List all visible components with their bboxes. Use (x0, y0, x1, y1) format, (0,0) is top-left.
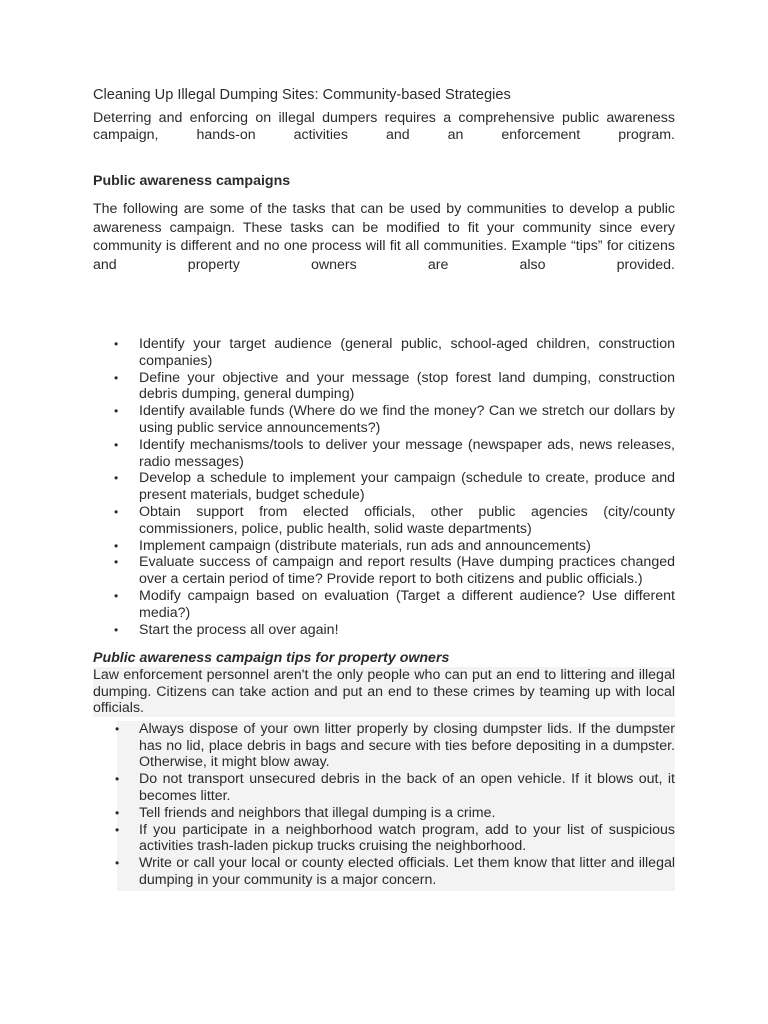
property-owner-tips-list (117, 721, 675, 891)
list-item: • Identify available funds (Where do we find the money? Can we stretch our dollars by using public service announcements?) (93, 403, 675, 437)
list-item: • Modify campaign based on evaluation (Target a different audience? Use different media?) (93, 588, 675, 622)
list-item: • Do not transport unsecured debris in the back of an open vehicle. If it blows out, it becomes litter. (117, 771, 675, 805)
section-paragraph-public-awareness: The following are some of the tasks that can be used by communities to develop a public awareness campaign. These tasks can be modified to fit your community since every community is different and no one process will fit all communities. Example “tips” for citizens and property owners are also provided. (93, 201, 675, 273)
list-item: • If you participate in a neighborhood watch program, add to your list of suspicious activities trash-laden pickup trucks cruising the neighborhood. (117, 822, 675, 856)
list-item: • Start the process all over again! (93, 622, 675, 639)
section-heading-public-awareness: Public awareness campaigns (93, 173, 291, 189)
list-item: • Obtain support from elected officials, other public agencies (city/county commissioners, police, public health, solid waste departments) (93, 504, 675, 538)
list-item: • Evaluate success of campaign and report results (Have dumping practices changed over a certain period of time? Provide report to both citizens and public officials.) (93, 554, 675, 588)
document-title: Cleaning Up Illegal Dumping Sites: Community-based Strategies (93, 87, 511, 103)
section-paragraph-property-owner-tips: Law enforcement personnel aren't the only people who can put an end to littering and illegal dumping. Citizens can take action and put an end to these crimes by teaming up with local officials. (93, 667, 675, 717)
list-item: • Identify mechanisms/tools to deliver your message (newspaper ads, news releases, radio messages) (93, 437, 675, 471)
list-item: • Define your objective and your message (stop forest land dumping, construction debris dumping, general dumping) (93, 370, 675, 404)
list-item: • Tell friends and neighbors that illegal dumping is a crime. (117, 805, 675, 822)
section-heading-property-owner-tips: Public awareness campaign tips for property owners (93, 650, 450, 667)
list-item: • Develop a schedule to implement your campaign (schedule to create, produce and present materials, budget schedule) (93, 470, 675, 504)
list-item: • Implement campaign (distribute materials, run ads and announcements) (93, 538, 675, 555)
list-item: • Always dispose of your own litter properly by closing dumpster lids. If the dumpster has no lid, place debris in bags and secure with ties before depositing in a dumpster. Otherwise, it might blow away. (117, 721, 675, 771)
intro-paragraph: Deterring and enforcing on illegal dumpers requires a comprehensive public awareness campaign, hands-on activities and an enforcement program. (93, 110, 675, 143)
list-item: • Identify your target audience (general public, school-aged children, construction companies) (93, 336, 675, 370)
list-item: • Write or call your local or county elected officials. Let them know that litter and illegal dumping in your community is a major concern. (117, 855, 675, 889)
campaign-tasks-list (93, 336, 675, 638)
